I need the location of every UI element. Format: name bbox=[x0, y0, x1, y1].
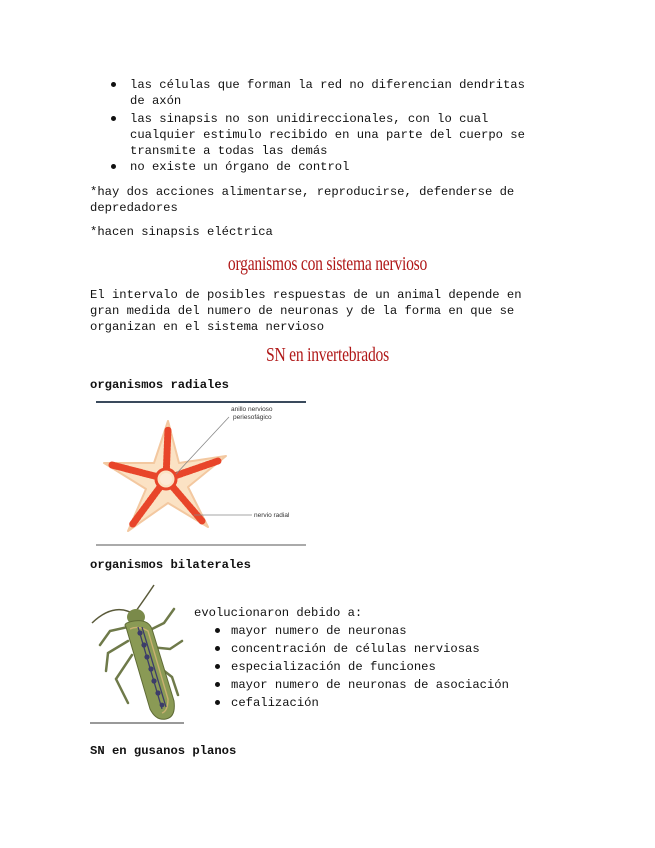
bullet-marker bbox=[215, 628, 220, 633]
list-item: mayor numero de neuronas de asociación bbox=[231, 678, 509, 692]
list-item: concentración de células nerviosas bbox=[231, 642, 480, 656]
section-heading: SN en invertebrados bbox=[266, 344, 389, 366]
paragraph-line: El intervalo de posibles respuestas de un animal depende en bbox=[90, 288, 522, 302]
bullet-marker bbox=[215, 682, 220, 687]
paragraph-line: gran medida del numero de neuronas y de la forma en que se bbox=[90, 304, 515, 318]
insect-nervous-system-figure bbox=[88, 583, 186, 725]
bullet-marker bbox=[215, 700, 220, 705]
list-item-line: de axón bbox=[130, 94, 182, 108]
subheading: organismos radiales bbox=[90, 378, 229, 392]
bullet-marker bbox=[111, 82, 116, 87]
list-intro: evolucionaron debido a: bbox=[194, 606, 363, 620]
list-item-line: las sinapsis no son unidireccionales, con lo cual bbox=[130, 112, 489, 126]
list-item: mayor numero de neuronas bbox=[231, 624, 407, 638]
starfish-illustration bbox=[104, 421, 226, 531]
bullet-marker bbox=[111, 116, 116, 121]
paragraph-line: depredadores bbox=[90, 201, 178, 215]
starfish-nervous-system-figure bbox=[96, 401, 306, 547]
label-ring-line1: anillo nervioso bbox=[231, 406, 273, 413]
label-radial: nervio radial bbox=[254, 512, 290, 519]
list-item-line: no existe un órgano de control bbox=[130, 160, 350, 174]
list-item-line: transmite a todas las demás bbox=[130, 144, 328, 158]
label-ring-line2: periesofágico bbox=[233, 414, 272, 421]
paragraph-line: *hay dos acciones alimentarse, reproducirse, defenderse de bbox=[90, 185, 515, 199]
list-item-line: cualquier estimulo recibido en una parte del cuerpo se bbox=[130, 128, 525, 142]
list-item-line: las células que forman la red no diferencian dendritas bbox=[130, 78, 525, 92]
paragraph-line: organizan en el sistema nervioso bbox=[90, 320, 325, 334]
list-item: especialización de funciones bbox=[231, 660, 436, 674]
subheading: SN en gusanos planos bbox=[90, 744, 237, 758]
bullet-marker bbox=[215, 646, 220, 651]
bullet-marker bbox=[215, 664, 220, 669]
list-item: cefalización bbox=[231, 696, 319, 710]
paragraph-line: *hacen sinapsis eléctrica bbox=[90, 225, 273, 239]
section-heading: organismos con sistema nervioso bbox=[227, 253, 428, 275]
subheading: organismos bilaterales bbox=[90, 558, 251, 572]
insect-illustration bbox=[92, 585, 182, 719]
bullet-marker bbox=[111, 164, 116, 169]
